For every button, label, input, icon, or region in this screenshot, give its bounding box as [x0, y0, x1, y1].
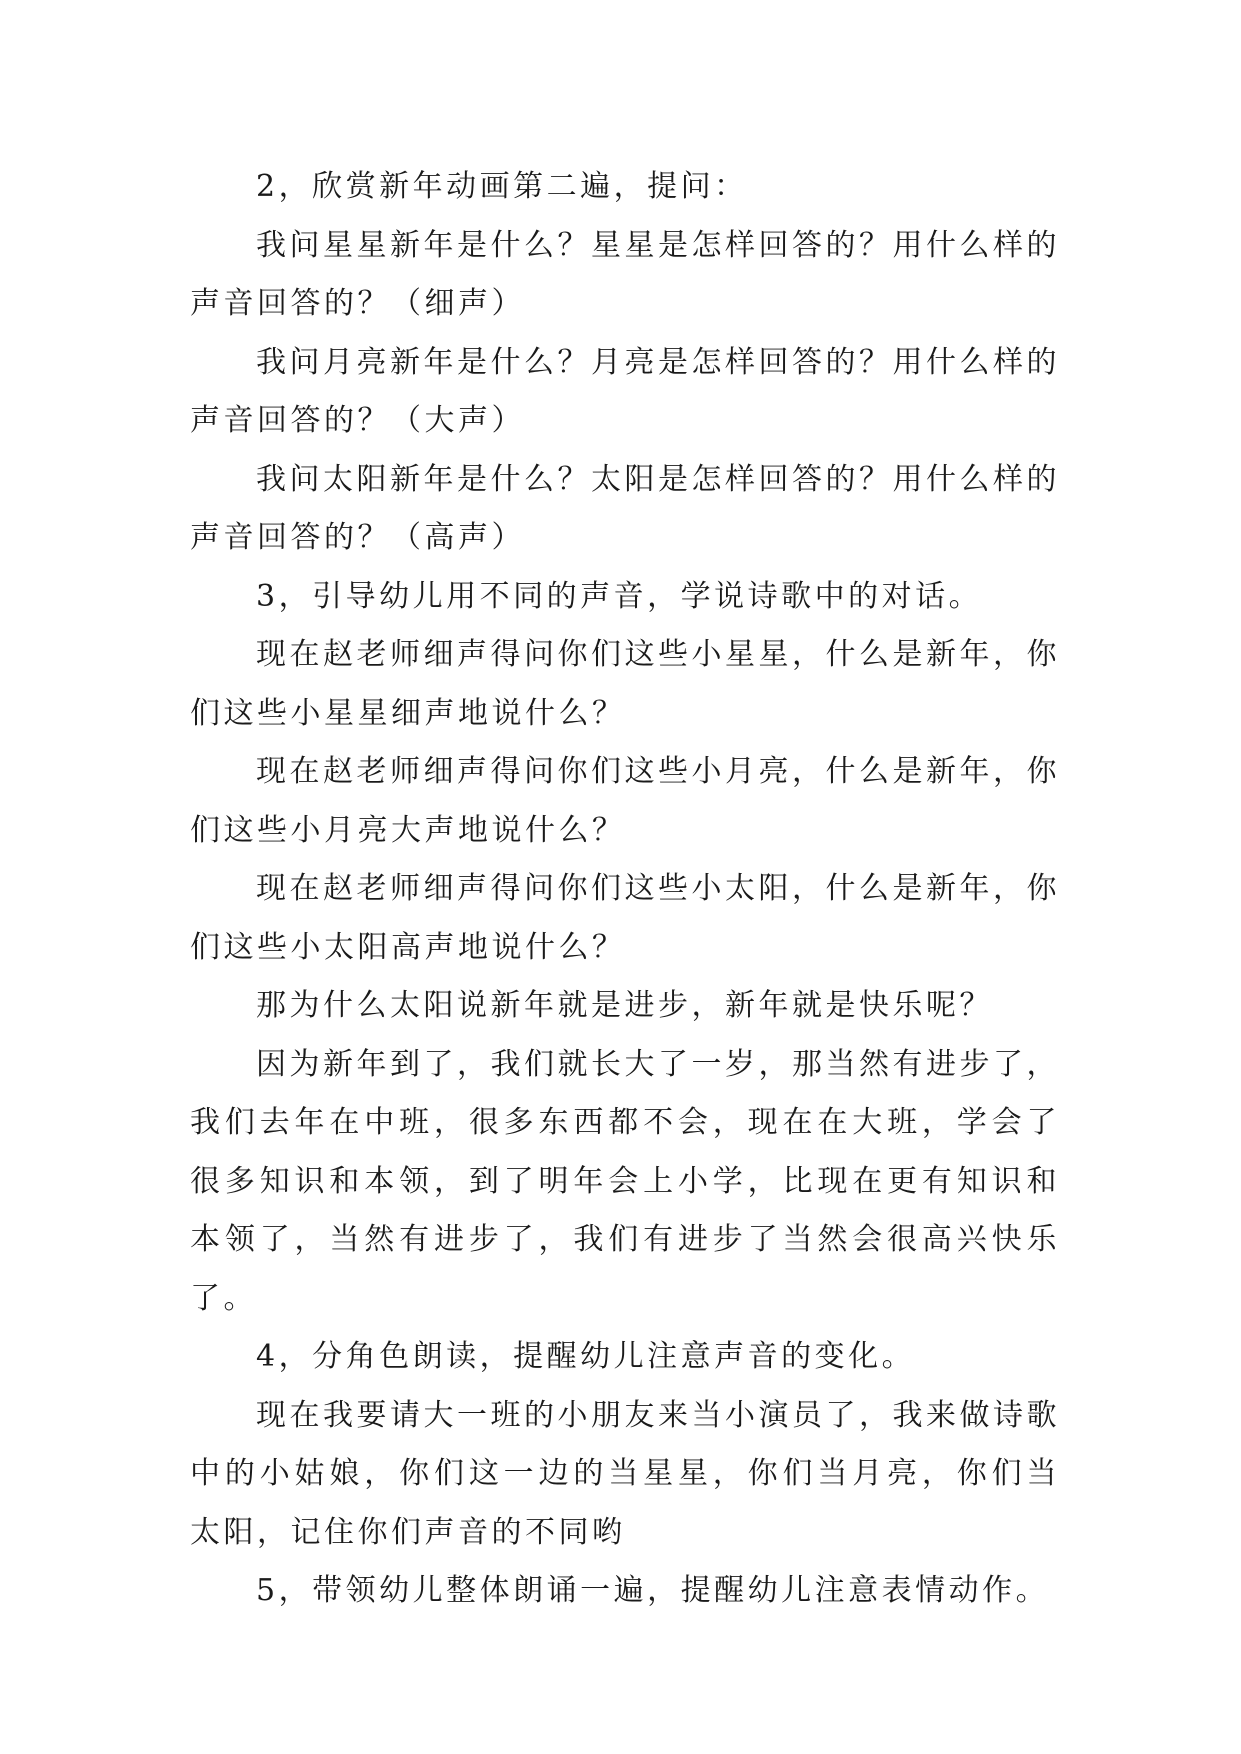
paragraph-step-2: 2，欣赏新年动画第二遍，提问： — [256, 169, 748, 204]
paragraph-sun-question: 我问太阳新年是什么？太阳是怎样回答的？用什么样的声音回答的？（高声） — [190, 461, 1060, 555]
paragraph-step-5: 5，带领幼儿整体朗诵一遍，提醒幼儿注意表情动作。 — [256, 1573, 1050, 1608]
paragraph-why-progress: 那为什么太阳说新年就是进步，新年就是快乐呢？ — [256, 988, 993, 1023]
paragraph-little-stars: 现在赵老师细声得问你们这些小星星，什么是新年，你们这些小星星细声地说什么？ — [190, 637, 1060, 731]
paragraph-moon-question: 我问月亮新年是什么？月亮是怎样回答的？用什么样的声音回答的？（大声） — [190, 344, 1060, 438]
paragraph-stars-question: 我问星星新年是什么？星星是怎样回答的？用什么样的声音回答的？（细声） — [190, 227, 1060, 321]
paragraph-little-moons: 现在赵老师细声得问你们这些小月亮，什么是新年，你们这些小月亮大声地说什么？ — [190, 754, 1060, 848]
paragraph-because-new-year: 因为新年到了，我们就长大了一岁，那当然有进步了，我们去年在中班，很多东西都不会，现在在大班，学会了很多知识和本领，到了明年会上小学，比现在更有知识和本领了，当然有进步了，我们有进步了当然会很高兴快乐了。 — [190, 1046, 1060, 1316]
paragraph-little-suns: 现在赵老师细声得问你们这些小太阳，什么是新年，你们这些小太阳高声地说什么？ — [190, 871, 1060, 965]
paragraph-step-3: 3，引导幼儿用不同的声音，学说诗歌中的对话。 — [256, 578, 983, 614]
document-body — [190, 158, 1060, 1621]
paragraph-role-play: 现在我要请大一班的小朋友来当小演员了，我来做诗歌中的小姑娘，你们这一边的当星星，你们当月亮，你们当太阳，记住你们声音的不同哟 — [190, 1397, 1060, 1550]
paragraph-step-4: 4，分角色朗读，提醒幼儿注意声音的变化。 — [256, 1339, 916, 1374]
